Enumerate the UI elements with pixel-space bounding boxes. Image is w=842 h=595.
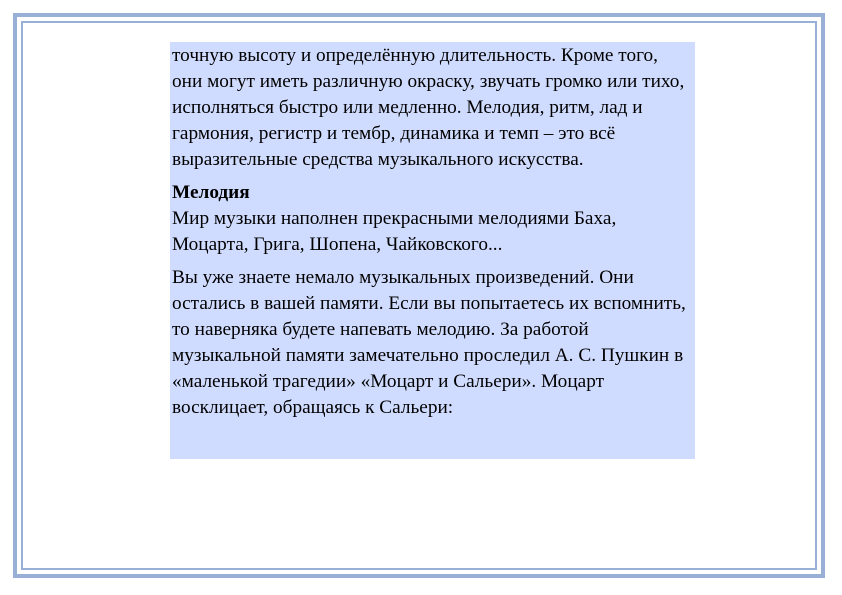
paragraph-memory: Вы уже знаете немало музыкальных произведений. Они остались в вашей памяти. Если вы попытаетесь их вспомнить, то наверняка будете напевать мелодию. За работой музыкальной памяти замечательно проследил А. С. Пушкин в «маленькой трагедии» «Моцарт и Сальери». Моцарт восклицает, обращаясь к Сальери: — [172, 267, 686, 418]
text-content-block — [170, 42, 695, 459]
paragraph-composers: Мир музыки наполнен прекрасными мелодиями Баха, Моцарта, Грига, Шопена, Чайковского... — [172, 208, 617, 255]
paragraph-intro: точную высоту и определённую длительность. Кроме того, они могут иметь различную окраску, звучать громко или тихо, исполняться быстро или медленно. Мелодия, ритм, лад и гармония, регистр и тембр, динамика и темп – это всё выразительные средства музыкального искусства. — [172, 45, 685, 170]
section-heading: Мелодия — [172, 182, 250, 203]
